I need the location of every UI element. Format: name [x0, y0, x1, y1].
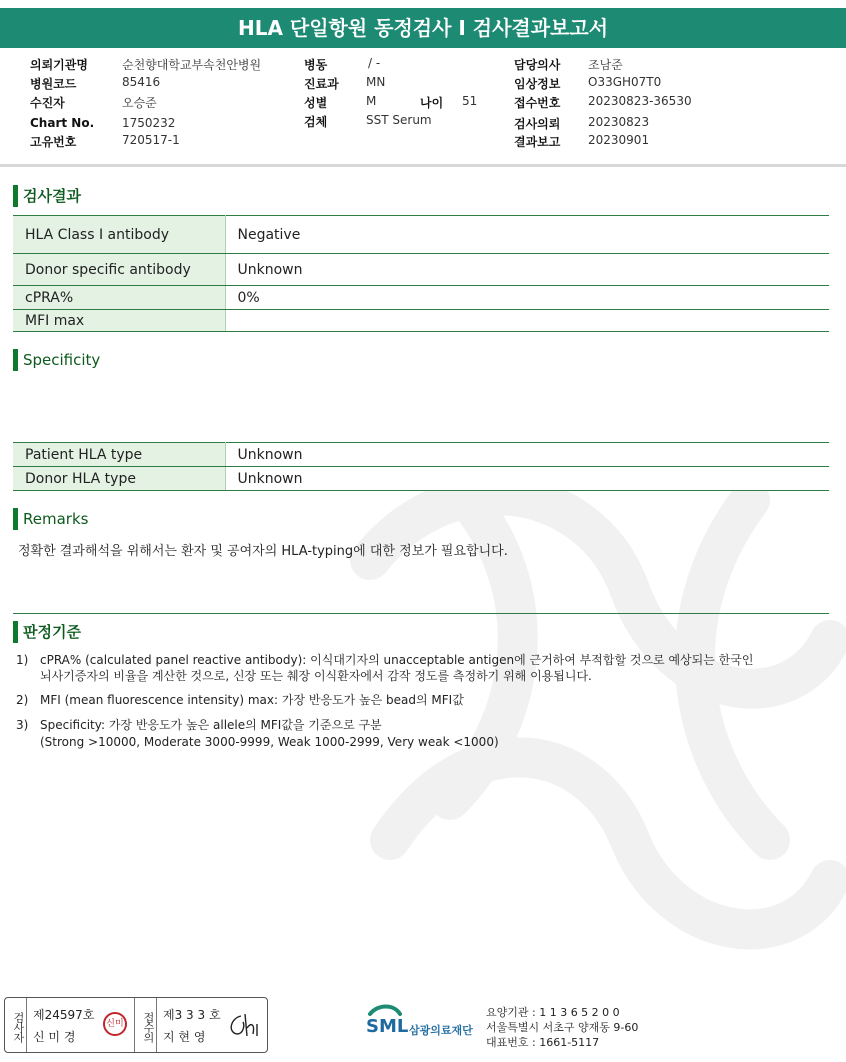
- info-value: 720517-1: [122, 133, 180, 147]
- sml-logo: [364, 1004, 484, 1048]
- header-divider: [0, 164, 846, 167]
- info-value: 조남준: [588, 58, 623, 72]
- info-label: 검사의뢰: [514, 117, 561, 131]
- info-value: SST Serum: [366, 113, 432, 127]
- row-label: HLA Class I antibody: [13, 216, 225, 254]
- info-value: 20230901: [588, 133, 650, 147]
- row-value: Unknown: [225, 443, 829, 467]
- criteria-line: Specificity: 가장 반응도가 높은 allele의 MFI값을 기준으로 구분: [40, 718, 382, 732]
- info-value: 1750232: [122, 116, 176, 130]
- row-value: Unknown: [225, 467, 829, 491]
- info-label: 병원코드: [30, 77, 77, 91]
- criteria-line: cPRA% (calculated panel reactive antibody): 이식대기자의 unacceptable antigen에 근거하여 부적합할 것으로 예상되는 한국인: [40, 653, 754, 667]
- signature-box: [4, 997, 268, 1053]
- table-row: [13, 254, 829, 286]
- reviewer-cell: [157, 998, 267, 1052]
- signature-icon: [225, 1010, 261, 1040]
- criteria-line: (Strong >10000, Moderate 3000-9999, Weak 1000-2999, Very weak <1000): [40, 735, 499, 749]
- table-row: [13, 467, 829, 491]
- reviewer-license: 제3 3 3 호: [163, 1008, 221, 1022]
- logo-text: SML: [366, 1016, 409, 1037]
- info-label: 수진자: [30, 96, 65, 110]
- criteria-number: 2): [16, 693, 29, 707]
- hla-table: [13, 442, 829, 491]
- report-title: HLA 단일항원 동정검사 I 검사결과보고서: [0, 8, 846, 48]
- section-specificity-heading: Specificity: [13, 349, 100, 371]
- info-label: 접수번호: [514, 96, 561, 110]
- criteria-line: 뇌사기증자의 비율을 계산한 것으로, 신장 또는 췌장 이식환자에서 감작 정도를 측정하기 위해 이용됩니다.: [40, 669, 592, 683]
- inspector-name: 신 미 경: [33, 1030, 76, 1044]
- info-value: 순천향대학교부속천안병원: [122, 58, 262, 72]
- row-value: Negative: [225, 216, 829, 254]
- remark-text: 정확한 결과해석을 위해서는 환자 및 공여자의 HLA-typing에 대한 정보가 필요합니다.: [18, 544, 508, 559]
- info-label: 검체: [304, 115, 328, 129]
- row-label: MFI max: [13, 310, 225, 332]
- section-remarks-heading: Remarks: [13, 508, 88, 530]
- info-label: 의뢰기관명: [30, 58, 88, 72]
- info-label: 담당의사: [514, 58, 561, 72]
- table-row: [13, 443, 829, 467]
- table-row: [13, 286, 829, 310]
- reviewer-name: 지 현 영: [163, 1030, 206, 1044]
- inspector-license: 제24597호: [33, 1008, 95, 1022]
- info-value: 오승준: [122, 96, 157, 110]
- info-label: 고유번호: [30, 135, 77, 149]
- logo-name: 삼광의료재단: [409, 1024, 473, 1037]
- institution-line: 요양기관 : 1 1 3 6 5 2 0 0: [486, 1006, 620, 1019]
- info-label: 진료과: [304, 77, 339, 91]
- inspector-cell: [27, 998, 135, 1052]
- institution-info: [486, 1005, 638, 1050]
- age-label: 나이: [420, 96, 444, 110]
- age-value: 51: [462, 94, 478, 108]
- table-row: [13, 310, 829, 332]
- info-value: MN: [366, 75, 386, 89]
- info-label: 결과보고: [514, 135, 561, 149]
- criteria-number: 1): [16, 653, 29, 667]
- info-value: 85416: [122, 75, 161, 89]
- reviewer-label: 접수의: [135, 998, 157, 1052]
- criteria-line: MFI (mean fluorescence intensity) max: 가장 반응도가 높은 bead의 MFI값: [40, 693, 464, 707]
- institution-line: 서울특별시 서초구 양재동 9-60: [486, 1021, 639, 1034]
- inspector-label: 검사자: [5, 998, 27, 1052]
- info-label: 병동: [304, 58, 328, 72]
- info-value: O33GH07T0: [588, 75, 662, 89]
- info-value: / -: [368, 56, 381, 70]
- info-label: 성별: [304, 96, 328, 110]
- row-label: Patient HLA type: [13, 443, 225, 467]
- row-label: cPRA%: [13, 286, 225, 310]
- divider: [13, 613, 829, 614]
- criteria-number: 3): [16, 718, 29, 732]
- info-label: Chart No.: [30, 116, 95, 130]
- table-row: [13, 216, 829, 254]
- row-label: Donor specific antibody: [13, 254, 225, 286]
- section-criteria-heading: 판정기준: [13, 621, 81, 643]
- institution-line: 대표번호 : 1661-5117: [486, 1036, 600, 1049]
- row-value: Unknown: [225, 254, 829, 286]
- info-value: 20230823: [588, 115, 650, 129]
- info-label: 임상정보: [514, 77, 561, 91]
- row-label: Donor HLA type: [13, 467, 225, 491]
- results-table: [13, 215, 829, 332]
- info-value: M: [366, 94, 377, 108]
- row-value: [225, 310, 829, 332]
- section-results-heading: 검사결과: [13, 185, 81, 207]
- row-value: 0%: [225, 286, 829, 310]
- inspector-stamp: 신미: [103, 1012, 127, 1036]
- info-value: 20230823-36530: [588, 94, 692, 108]
